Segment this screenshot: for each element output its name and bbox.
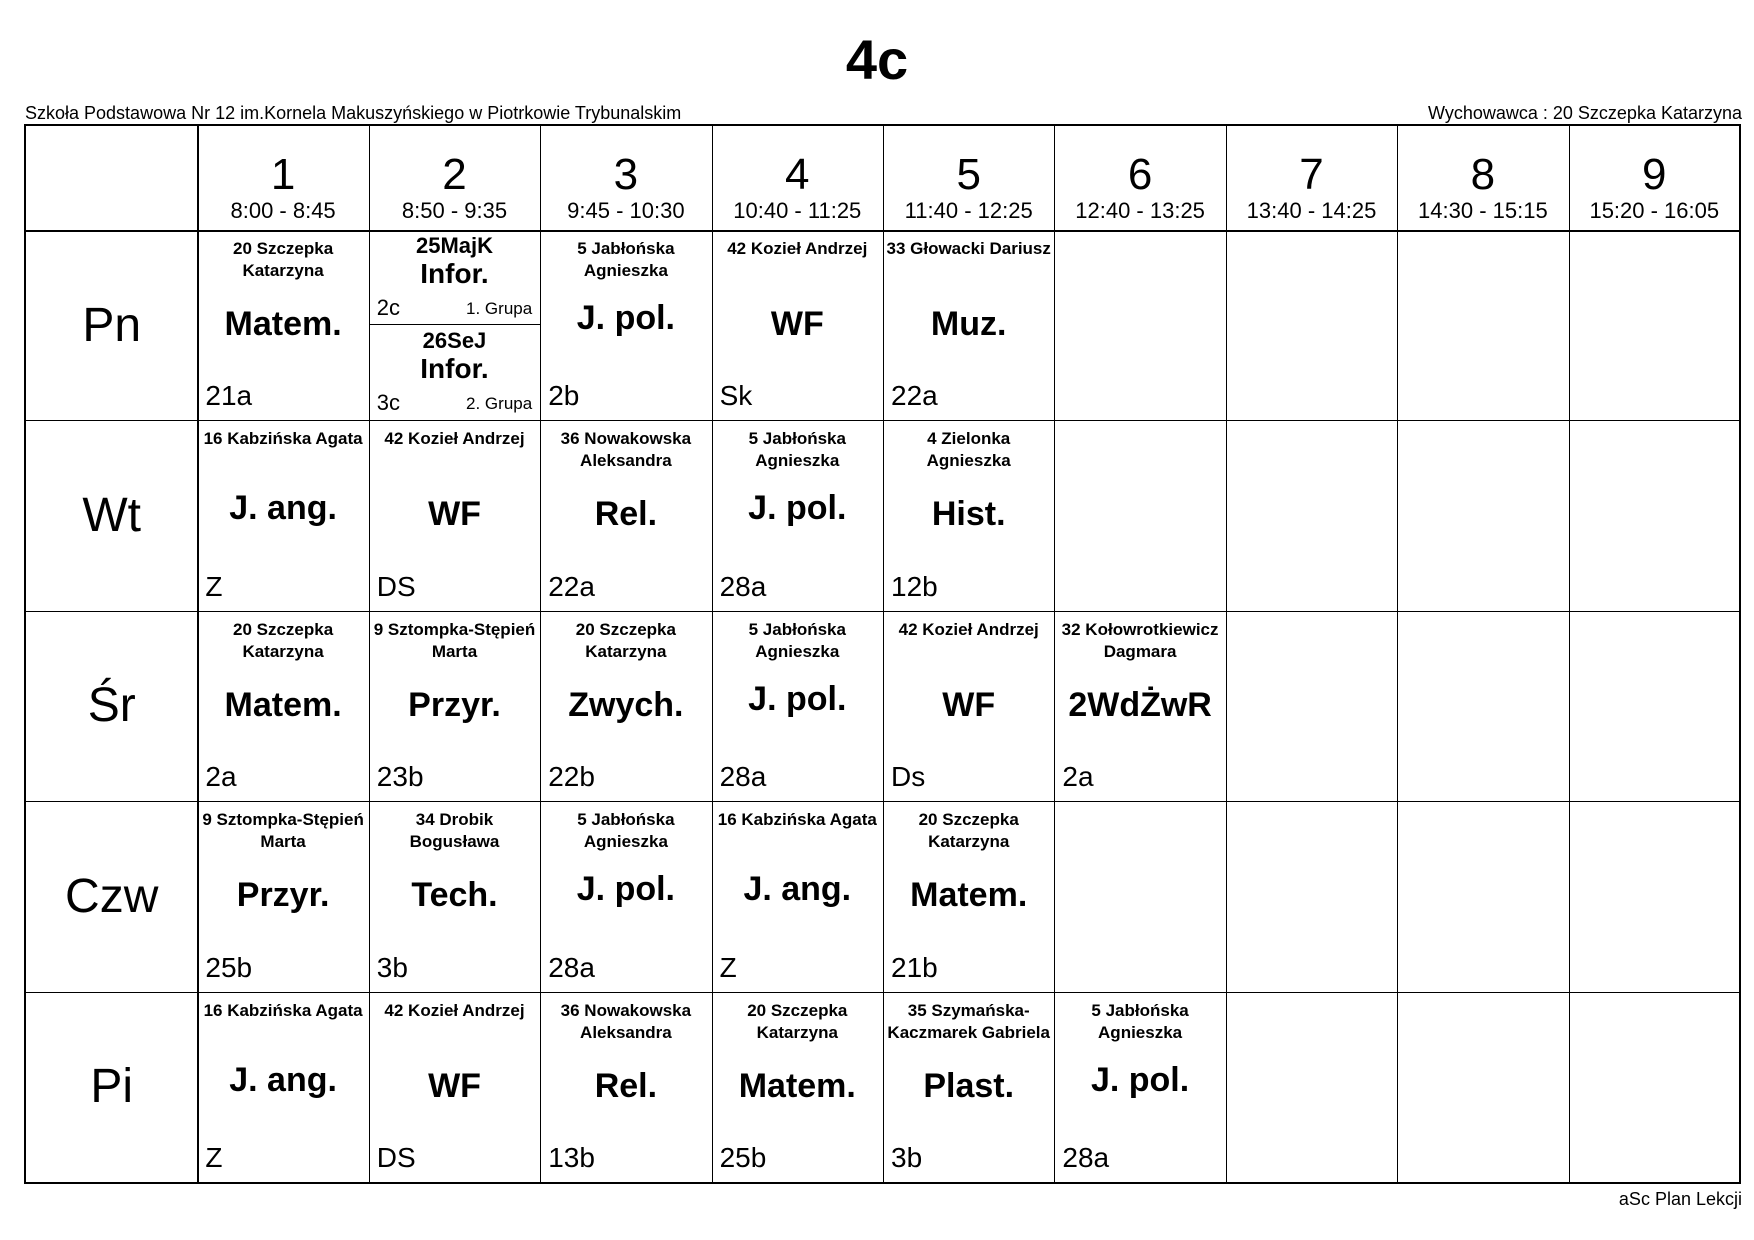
lesson-teacher: 20 Szczepka Katarzyna [232,239,334,280]
lesson-teacher: 20 Szczepka Katarzyna [747,1000,848,1042]
lesson-room: 3c [376,390,401,415]
lesson-room: Ds [891,761,926,793]
lesson-cell [540,230,711,420]
period-time: 11:40 - 12:25 [904,198,1033,223]
lesson-room: 21b [891,951,938,983]
school-name: Szkoła Podstawowa Nr 12 im.Kornela Makuszyńskiego w Piotrkowie Trybunalskim [25,103,682,123]
lesson-teacher: 32 Kołowrotkiewicz Dagmara [1061,619,1219,661]
lesson-subject: Zwych. [568,685,684,724]
column-divider [1397,126,1398,1182]
day-name: Wt [82,489,142,543]
lesson-teacher: 34 Drobik Bogusława [409,810,500,852]
lesson-subject: Hist. [931,495,1006,534]
group-lesson [369,230,540,324]
lesson-room: DS [376,1141,416,1173]
lesson-cell [197,992,368,1182]
lesson-subject: J. pol. [576,299,675,337]
lesson-subject: Matem. [224,685,342,724]
period-header [1397,126,1568,230]
lesson-teacher: 5 Jabłońska Agnieszka [748,619,846,661]
lesson-teacher: 5 Jabłońska Agnieszka [1091,1000,1189,1042]
period-number: 3 [613,150,639,199]
period-time: 10:40 - 11:25 [733,198,862,223]
timetable-grid [24,124,1741,1184]
lesson-room: 25b [205,951,253,983]
period-number: 5 [956,150,981,199]
period-header [197,126,368,230]
lesson-room: 28a [719,570,767,602]
lesson-teacher: 4 Zielonka Agnieszka [926,429,1011,471]
lesson-teacher: 5 Jabłońska Agnieszka [577,239,675,280]
lesson-cell [883,992,1054,1182]
lesson-subject: Infor. [420,353,489,384]
lesson-room: 2b [548,380,580,412]
lesson-teacher: 42 Kozieł Andrzej [384,429,525,449]
period-header [1054,126,1225,230]
lesson-room: 3b [891,1141,923,1173]
day-header [26,801,197,991]
lesson-room: 2a [205,761,237,793]
lesson-room: 22a [548,570,595,602]
group-divider [369,324,540,325]
lesson-room: 25b [719,1141,767,1173]
lesson-subject: Matem. [910,876,1028,915]
lesson-subject: Infor. [420,258,489,289]
column-divider [1569,126,1570,1182]
lesson-cell [1054,611,1225,801]
lesson-subject: Tech. [411,876,498,915]
lesson-subject: Plast. [923,1066,1015,1105]
lesson-subject: WF [428,1066,481,1105]
period-time: 13:40 - 14:25 [1246,198,1377,223]
lesson-subject: J. ang. [229,489,337,528]
group-lesson [369,325,540,419]
lesson-room: DS [376,570,416,602]
lesson-cell [540,992,711,1182]
lesson-subject: J. pol. [576,870,675,909]
lesson-teacher: 20 Szczepka Katarzyna [232,619,334,661]
lesson-subject: Muz. [930,305,1007,343]
period-time: 14:30 - 15:15 [1418,198,1548,223]
day-header [26,230,197,420]
period-header [883,126,1054,230]
lesson-cell [712,992,883,1182]
lesson-teacher: 35 Szymańska-Kaczmarek Gabriela [887,1000,1050,1042]
lesson-room: 28a [548,951,595,983]
lesson-cell [369,992,540,1182]
lesson-teacher: 5 Jabłońska Agnieszka [748,429,846,471]
lesson-room: 21a [205,380,253,412]
period-time: 15:20 - 16:05 [1589,198,1720,223]
lesson-teacher: 20 Szczepka Katarzyna [575,619,676,661]
lesson-teacher: 36 Nowakowska Aleksandra [560,429,692,471]
period-header [1569,126,1740,230]
lesson-subject: J. pol. [748,489,847,528]
lesson-cell [540,420,711,610]
column-divider [1226,126,1227,1182]
lesson-subject: 2WdŻwR [1068,685,1212,724]
period-header [540,126,711,230]
lesson-cell [369,801,540,991]
lesson-subject: WF [428,495,481,534]
period-number: 1 [270,150,296,199]
lesson-subject: Matem. [224,305,342,343]
lesson-cell [369,611,540,801]
lesson-cell [1054,992,1225,1182]
lesson-room: Sk [719,380,753,412]
lesson-cell [712,230,883,420]
lesson-room: 22a [891,380,938,412]
lesson-teacher: 16 Kabzińska Agata [203,1000,363,1020]
lesson-room: 28a [1062,1141,1110,1173]
lesson-subject: J. ang. [743,870,852,909]
class-title: 4c [845,28,909,91]
period-header [369,126,540,230]
footer-credit: aSc Plan Lekcji [1618,1189,1742,1209]
lesson-teacher: 16 Kabzińska Agata [203,429,363,449]
lesson-subject: Przyr. [236,876,330,915]
period-time: 8:50 - 9:35 [401,198,508,223]
lesson-group: 2. Grupa [466,394,533,413]
lesson-group: 1. Grupa [466,299,533,318]
lesson-room: 22b [548,761,595,793]
lesson-room: 2c [376,295,401,320]
lesson-cell [883,801,1054,991]
homeroom-teacher: Wychowawca : 20 Szczepka Katarzyna [1428,103,1742,123]
lesson-cell [197,611,368,801]
period-number: 4 [785,150,810,199]
lesson-room: 12b [891,570,938,602]
lesson-cell [369,420,540,610]
lesson-subject: Rel. [594,1066,658,1105]
period-number: 9 [1642,150,1667,199]
lesson-subject: Matem. [738,1066,856,1105]
lesson-cell [712,420,883,610]
period-number: 2 [442,150,467,199]
lesson-teacher: 42 Kozieł Andrzej [898,619,1039,639]
day-header [26,611,197,801]
lesson-cell [197,230,368,420]
lesson-subject: Przyr. [408,685,501,724]
lesson-room: Z [205,570,223,602]
period-number: 7 [1299,150,1324,199]
lesson-subject: WF [770,305,824,343]
lesson-teacher: 42 Kozieł Andrzej [384,1000,525,1020]
lesson-cell [883,420,1054,610]
lesson-cell [369,230,540,420]
lesson-subject: WF [942,685,996,724]
lesson-subject: J. pol. [1090,1060,1190,1099]
period-time: 9:45 - 10:30 [567,198,685,223]
lesson-teacher: 16 Kabzińska Agata [717,810,877,830]
day-name: Pi [90,1060,134,1114]
lesson-room: 28a [719,761,767,793]
lesson-room: 13b [548,1141,595,1173]
lesson-cell [197,801,368,991]
lesson-cell [883,611,1054,801]
period-header [1226,126,1397,230]
lesson-cell [197,420,368,610]
day-name: Czw [65,869,159,923]
day-name: Śr [87,679,136,733]
lesson-cell [712,801,883,991]
lesson-cell [540,611,711,801]
lesson-room: Z [205,1141,223,1173]
lesson-cell [540,801,711,991]
lesson-room: Z [719,951,737,983]
period-header [712,126,883,230]
period-number: 6 [1127,150,1153,199]
period-number: 8 [1470,150,1496,199]
lesson-teacher: 33 Głowacki Dariusz [886,239,1051,258]
lesson-subject: Rel. [594,495,658,534]
lesson-teacher: 36 Nowakowska Aleksandra [560,1000,692,1042]
lesson-cell [712,611,883,801]
lesson-teacher: 9 Sztompka-Stępień Marta [202,810,364,852]
lesson-room: 23b [376,761,424,793]
day-header [26,420,197,610]
lesson-cell [883,230,1054,420]
period-time: 8:00 - 8:45 [230,198,336,223]
lesson-teacher: 26SeJ [422,328,487,353]
lesson-subject: J. ang. [229,1060,337,1099]
period-time: 12:40 - 13:25 [1075,198,1205,223]
lesson-room: 2a [1062,761,1094,793]
lesson-teacher: 42 Kozieł Andrzej [727,239,868,258]
lesson-teacher: 20 Szczepka Katarzyna [918,810,1019,852]
lesson-teacher: 5 Jabłońska Agnieszka [577,810,675,852]
day-name: Pn [82,298,142,352]
lesson-teacher: 25MajK [415,233,494,258]
day-header [26,992,197,1182]
lesson-teacher: 9 Sztompka-Stępień Marta [373,619,536,661]
lesson-subject: J. pol. [748,679,847,718]
lesson-room: 3b [376,951,408,983]
